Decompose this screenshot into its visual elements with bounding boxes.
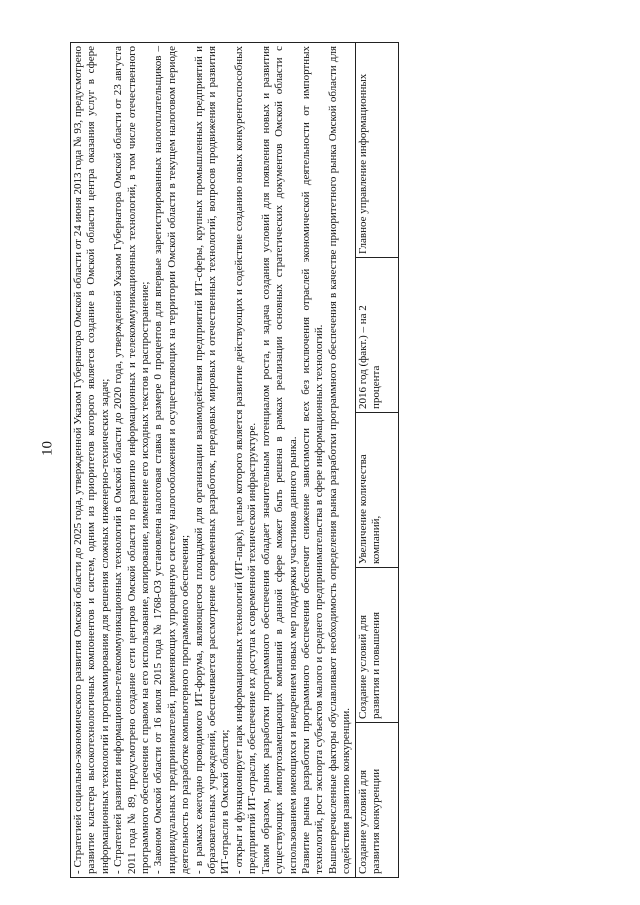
paragraph-it-forum: - в рамках ежегодно проводимого ИТ-форума, являющегося площадкой для организации взаимодействия предприятий ИТ-сферы, крупных промышленных предприятий и образовательных учреждений, обеспечивается рассмотрение современных разработок, передовых мировых и отечественных технологий, вопросов продвижения и развития ИТ-отрасли в Омской области;: [192, 45, 232, 874]
table-cell-goal: Создание условий для развития конкуренции: [355, 723, 398, 878]
paragraph-strategy-ict-2020: - Стратегией развития информационно-телекоммуникационных технологий в Омской области до 2020 года, утвержденной Указом Губернатора Омской области от 23 августа 2011 года № 89, предусмотрено создание сети центров Омской области по развитию информационных и телекоммуникационных технологий, в том числе отечественного программного обеспечения с правом на его использование, копирование, изменение его исходных текстов и распространение;: [112, 45, 152, 874]
text-row: [71, 42, 356, 877]
paragraph-development: Развитие рынка разработки программного обеспечения обеспечит снижение зависимости всех без исключения отраслей экономической деятельности от импортных технологий, рост экспорта субъектов малого и среднего предпринимательства в сфере информационных технологий.: [299, 45, 326, 874]
paragraph-tax-law: - Законом Омской области от 16 июля 2015 года № 1768-ОЗ установлена налоговая ставка в размере 0 процентов для впервые зарегистрированных налогоплательщиков – индивидуальных предпринимателей, применяющих упрощенную систему налогообложения и осуществляющих на территории Омской области в текущем налоговом периоде деятельность по разработке компьютерного программного обеспечения;: [152, 45, 192, 874]
rotated-page-content: [70, 43, 588, 878]
paragraph-strategy-2025: - Стратегией социально-экономического развития Омской области до 2025 года, утвержденной Указом Губернатора Омской области от 24 июня 2013 года № 93, предусмотрено развитие кластера высокотехнологичных компонентов и систем, одним из приоритетов которого является создание в Омской области центра оказания услуг в сфере информационных технологий и программирования для решения сложных инженерно-технических задач;: [72, 45, 111, 874]
document-table: [70, 42, 399, 878]
paragraph-conclusion: Таким образом, рынок разработки программного обеспечения обладает значительным потенциалом роста, и задача создания условий для появления новых и развития существующих импортозамещающих компаний в данной сфере может быть решена в рамках реализации основных стратегических документов Омской области с использованием имеющихся и внедрением новых мер поддержки участников данного рынка.: [259, 45, 299, 874]
table-row: [355, 42, 398, 877]
table-cell-responsible: Главное управление информационных: [355, 42, 398, 257]
paragraph-factors: Вышеперечисленные факторы обуславливают необходимость определения рынка разработки программного обеспечения в качестве приоритетного рынка Омской области для содействия развитию конкуренции.: [326, 45, 353, 874]
paragraph-it-park: - открыт и функционирует парк информационных технологий (ИТ-парк), целью которого является развитие действующих и содействие созданию новых конкурентоспособных предприятий ИТ-отрасли, обеспечение их доступа к современной технической инфраструктуре.: [232, 45, 259, 874]
text-cell: [71, 42, 356, 877]
table-cell-value: 2016 год (факт.) – на 2 процента: [355, 258, 398, 413]
table-cell-measure: Создание условий для развития и повышения: [355, 568, 398, 723]
page-number: 10: [39, 441, 56, 456]
table-cell-indicator: Увеличение количества компаний,: [355, 413, 398, 568]
